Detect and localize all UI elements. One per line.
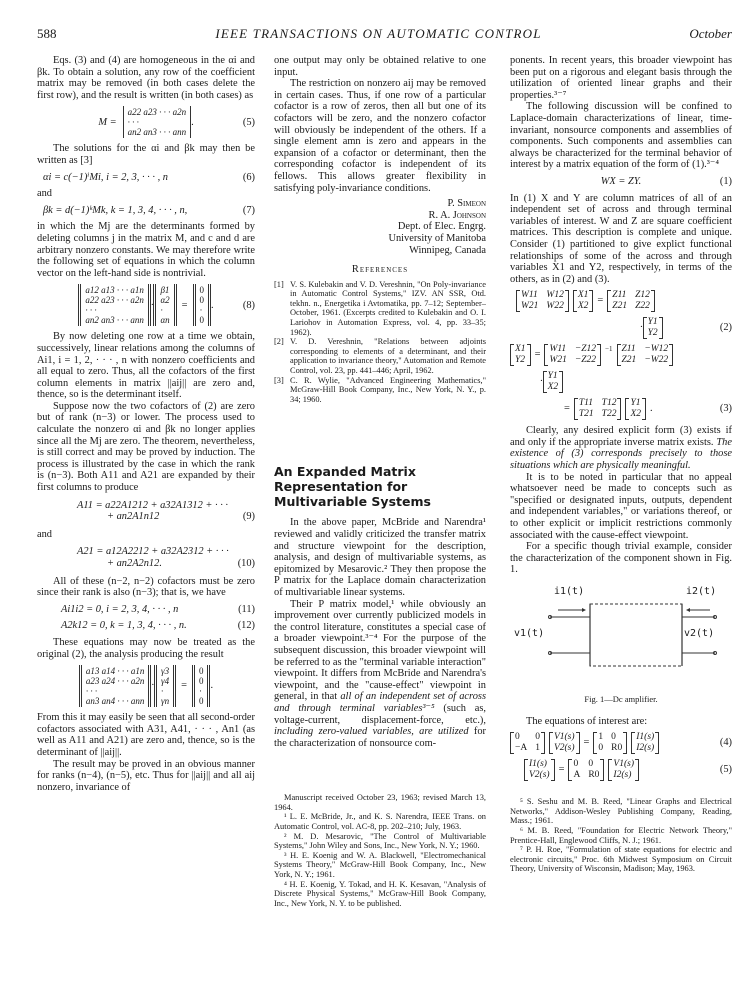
figure-caption: Fig. 1—Dc amplifier. [584, 694, 658, 704]
vec-entry: · [198, 686, 202, 697]
entry: T21 [578, 409, 594, 420]
vector [608, 759, 639, 781]
matrix-row: a12 a13 · · · a1n [85, 285, 144, 296]
entry: A [573, 770, 581, 781]
eq-text: αi = c(−1)ⁱMi, i = 2, 3, · · · , n [43, 171, 168, 183]
entry: 1 [598, 732, 604, 743]
signature-block [274, 198, 486, 256]
references-heading: References [351, 264, 409, 276]
entry: X1 [515, 344, 526, 355]
equation-4: 0 0 −A 1 V1(s) V2(s) = 1 0 0 R0 I1(s) I2(s) (4) [510, 732, 732, 754]
equation-11 [37, 604, 255, 616]
equation-7 [37, 205, 255, 217]
equation-number: (6) [242, 171, 255, 183]
entry: Z21 [612, 301, 628, 312]
entry: V1(s) [613, 759, 634, 770]
entry: I1(s) [529, 759, 547, 770]
affiliation-line: Dept. of Elec. Engrg. [397, 221, 486, 233]
vec-entry: 0 [198, 676, 204, 687]
voltage-label-v2: v2(t) [684, 628, 715, 639]
entry: 0 [573, 759, 579, 770]
entry: W21 [521, 301, 539, 312]
entry: W11 [549, 344, 567, 355]
entry: −W12 [644, 344, 669, 355]
matrix-W [516, 290, 569, 312]
entry: I2(s) [613, 770, 632, 781]
entry: T11 [578, 398, 593, 409]
paragraph: Eqs. (3) and (4) are homogeneous in the αi and βk. To obtain a solution, any row of the coefficient matrix may be removed (in both cases delete the first row), and the result is written (in both cases) as [37, 55, 255, 101]
paragraph: The equations of interest are: [526, 715, 648, 727]
issue-month: October [689, 26, 732, 41]
reference-text: C. R. Wylie, "Advanced Engineering Mathematics," McGraw-Hill Book Company, Inc., New York, N. Y., p. 34; 1960. [290, 375, 486, 404]
vector [154, 665, 176, 707]
equation-number: (5) [242, 116, 255, 128]
entry: 0 [588, 759, 594, 770]
det-row: an2 an3 · · · ann [127, 127, 187, 138]
paragraph: The solutions for the αi and βk may then be written as [3] [37, 143, 255, 166]
vector [524, 759, 555, 781]
entry: −A [515, 743, 528, 754]
italic-run: The existence of (3) corresponds precisely to those situations which are physically meaningful. [510, 436, 732, 472]
paragraph [274, 599, 486, 750]
paragraph: In the above paper, McBride and Narendra¹ reviewed and validly criticized the transfer matrix and structure viewpoint for the description, analysis, and design of multivariable systems, as epitomized by Mesarovic.² They then propose the P matrix for the Laplace domain characterization of multivariable linear systems. [274, 517, 486, 598]
entry: X2 [547, 382, 559, 393]
paragraph: By now deleting one row at a time we obtain, successively, linear relations among the columns of Ai1, i = 1, 2, · · · , n with nonzero coefficients and all equal to zero. Thus, all the cofactors of the first column elements in matrix ||aij|| are zero and, thence, so is the determinant itself. [37, 331, 255, 401]
inverse-exponent: −1 [605, 345, 613, 354]
entry: Z22 [635, 301, 650, 312]
paragraph: In (1) X and Y are column matrices of all of an independent set of across and through terminal variables of interest. W and Z are square coefficient matrices. This description is complete and unique. Consider (1) partitioned to give explict functional relationships of some of the across and through variables X1 and Y2, respectively, in terms of the others, as in (2) and (3). [510, 192, 732, 285]
paragraph: one output may only be obtained relative to one input. [274, 55, 486, 78]
vector [549, 732, 580, 754]
footnote: ² M. D. Mesarovic, "The Control of Multivariable Systems," John Wiley and Sons, Inc., New York, N. Y.; 1960. [274, 831, 486, 851]
affiliation-line: Winnipeg, Canada [409, 244, 486, 256]
reference-item [274, 337, 486, 375]
entry: Y1 [547, 371, 558, 382]
vec-entry: αn [160, 315, 170, 326]
entry: W12 [546, 290, 564, 301]
text-run: (such as, voltage-current, displacement-force, etc.), [274, 702, 486, 726]
author-name: R. A. Johnson [428, 209, 486, 221]
matrix [593, 732, 627, 754]
equation-number: (5) [719, 764, 732, 776]
paragraph: Suppose now the two cofactors of (2) are zero but of rank (n−3) or lower. The process used to calculate the nonzero αi and βk no longer applies since all the Mj are zero. The theorem, nevertheless, is still correct and may be proved by induction. The process is illustrated by the case in which the rank is (n−3). Both A11 and A21 are expanded by their first columns to produce [37, 400, 255, 494]
eq-text: Ai1i2 = 0, i = 2, 3, 4, · · · , n [61, 603, 179, 615]
footnote: ⁷ P. H. Roe, "Formulation of state equations for electric and electronic circuits," Proc. 6th Midwest Symposium on Circuit Theory, University of Wisconsin, Madison; May, 1963. [510, 845, 732, 874]
entry: 0 [598, 743, 604, 754]
entry: Z11 [621, 344, 636, 355]
vec-entry: α2 [160, 295, 170, 306]
matrix-row: · · · [85, 305, 97, 316]
paragraph: From this it may easily be seen that all second-order cofactors associated with A31, A41, · · · , An1 (as well as A11 and A21) are zero and, thence, so is the determinant of ||aij||. [37, 712, 255, 758]
entry: I2(s) [636, 743, 655, 754]
vec-entry: γ3 [161, 666, 170, 677]
determinant [123, 106, 192, 138]
entry: −W22 [644, 355, 669, 366]
entry: Y2 [515, 355, 526, 366]
footnotes [510, 797, 732, 874]
equation-12 [37, 620, 255, 632]
vector [631, 732, 659, 754]
entry: 0 [515, 732, 520, 743]
paragraph: These equations may now be treated as the original (2), the analysis producing the result [37, 636, 255, 660]
paragraph: The result may be proved in an obvious manner for ranks (n−4), (n−5), etc. Thus for ||aij|| and all aij nonzero, invariance of [37, 758, 255, 793]
equation-13: a13 a14 · · · a1n a23 a24 · · · a2n · · · an3 an4 · · · ann · γ3 γ4 · γn = 0 0 · 0 . [37, 665, 255, 707]
eq-line: + an2A2n12. [107, 558, 162, 569]
entry: W11 [521, 290, 538, 301]
eq-lhs: M = [98, 116, 117, 128]
det-row: · · · [127, 117, 139, 128]
vec-entry: · [161, 686, 164, 697]
equation-3-result: = T11 T12 T21 T22 Y1 X2 . (3) [564, 398, 732, 420]
matrix [78, 284, 151, 326]
entry: Y1 [647, 317, 658, 328]
entry: Z12 [635, 290, 650, 301]
eq-line: + an2A1n12 [107, 511, 160, 523]
vec-entry: 0 [199, 285, 205, 296]
equation-3-cont: · Y1 X2 [510, 371, 732, 393]
entry: W22 [546, 301, 564, 312]
entry: 0 [611, 732, 616, 743]
text-run: for the characterization of nonsource com- [274, 726, 486, 749]
paragraph: It is to be noted in particular that no appeal whatsoever need be made to concepts such as "specified or designated inputs, outputs, dependent and independent variables," or variations thereof, or to other explicit or implicit restrictions commonly associated with the cause-effect viewpoint. [510, 471, 732, 541]
entry: X2 [630, 409, 642, 420]
entry: −Z22 [574, 355, 597, 366]
matrix-row: a22 a23 · · · a2n [85, 295, 144, 306]
current-label-i1: i1(t) [554, 586, 585, 597]
vec-entry: γn [161, 696, 170, 707]
paragraph: and [37, 188, 53, 200]
equation-3: X1 Y2 = W11 −Z12 W21 −Z22 $^{-1}$ Z11 −W12 Z21 −W22 [510, 344, 732, 366]
reference-number: [3] [274, 375, 284, 385]
zero-vector [193, 284, 212, 326]
entry: I1(s) [636, 732, 655, 743]
column-3 [510, 55, 732, 874]
vec-entry: · [160, 305, 163, 316]
entry: X1 [577, 290, 589, 301]
reference-item [274, 376, 486, 405]
entry: X2 [577, 301, 589, 312]
vec-entry: 0 [199, 315, 205, 326]
paragraph: in which the Mj are the determinants formed by deleting columns j in the matrix M, and c and d are arbitrary nonzero constants. We may therefore write the following set of equations in which the column vector on the left-hand side is nontrivial. [37, 221, 255, 279]
equation-number: (3) [719, 403, 732, 415]
footnote: ³ H. E. Koenig and W. A. Blackwell, "Electromechanical Systems Theory," McGraw-Hill Book Company, Inc., New York, N. Y.; 1961. [274, 850, 486, 880]
matrix-row: a23 a24 · · · a2n [85, 676, 145, 687]
current-label-i2: i2(t) [686, 586, 717, 597]
amplifier-box [590, 604, 682, 666]
equation-9 [37, 500, 255, 523]
reference-item [274, 280, 486, 338]
entry: V2(s) [553, 743, 575, 754]
equation-10 [37, 546, 255, 569]
vector-lhs [510, 344, 531, 366]
entry: T12 [601, 398, 617, 409]
entry: 0 [535, 732, 540, 743]
matrix-Z [607, 290, 655, 312]
italic-run: including zero-valued variables, are utilized [274, 726, 469, 738]
entry: Y1 [630, 398, 641, 409]
entry: V2(s) [529, 770, 550, 781]
column-2 [274, 55, 486, 908]
vector-v [543, 371, 564, 393]
column-1 [37, 55, 255, 793]
vec-entry: β1 [160, 285, 170, 296]
matrix-row: an3 an4 · · · ann [85, 696, 145, 707]
equation-number: (10) [237, 558, 255, 569]
reference-list [274, 280, 486, 405]
zero-vector [192, 665, 211, 707]
vec-entry: · [199, 305, 203, 316]
eq-text: WX = ZY. [600, 175, 642, 187]
running-header [37, 26, 732, 42]
matrix [568, 759, 604, 781]
matrix-row: · · · [85, 686, 98, 697]
equation-number: (12) [237, 620, 255, 632]
paragraph: The following discussion will be confined to Laplace-domain characterizations of linear, time-invariant, nonsource components and assemblies of components. Such components and assemblies can always be characterized for the terminal behavior of interest by a matrix equation of the form of (1).³⁻⁴ [510, 101, 732, 171]
voltage-label-v1: v1(t) [514, 628, 545, 639]
vector [153, 284, 176, 326]
text-run: Clearly, any desired explicit form (3) exists if and only if the appropriate inverse matrix exists. [510, 425, 732, 448]
matrix-row: a13 a14 · · · a1n [85, 666, 145, 677]
paragraph [510, 425, 732, 471]
equation-number: (9) [242, 511, 255, 523]
entry: R0 [588, 770, 600, 781]
vec-entry: 0 [198, 666, 204, 677]
entry: 1 [535, 743, 540, 754]
author-name: P. Simeon [447, 198, 486, 210]
footnotes [274, 793, 486, 908]
text-run: Their P matrix model,¹ while obviously an improvement over currently publicized models in the control literature, constitutes a special case of a broader viewpoint.³⁻⁴ For the purpose of the subsequent discussion, this broader viewpoint will be referred to as the "terminal variable interaction" viewpoint. It differs from McBride and Narendra's viewpoint, and the "cause-effect" viewpoint in general, in that [274, 598, 486, 703]
entry: Z21 [621, 355, 637, 366]
footnote: Manuscript received October 23, 1963; revised March 13, 1964. [274, 793, 486, 812]
entry: V1(s) [553, 732, 575, 743]
entry: R0 [611, 743, 623, 754]
vec-entry: 0 [199, 295, 205, 306]
equation-2: W11 W12 W21 W22 X1 X2 = Z11 Z12 Z21 Z22 [510, 290, 732, 312]
page-number: 588 [37, 26, 57, 41]
reference-text: V. S. Kulebakin and V. D. Vereshnin, "On Poly-invariance in Automatic Control Systems," IZV. AN SSR, Otd. tekhn. n., Energetika i Avtomatika, pp. 7–12; September–October, 1961. (Excerpts credited to Kulebakin and O. I. Lariohov in Automation Express, vol. 4, pp. 33–35; 1962). [290, 279, 486, 337]
entry: Z11 [612, 290, 627, 301]
footnote: ¹ L. E. McBride, Jr., and K. S. Narendra, IEEE Trans. on Automatic Control, vol. AC-8, pp. 202–210; July, 1963. [274, 812, 486, 832]
eq-text: βk = d(−1)ᵏMk, k = 1, 3, 4, · · · , n, [43, 204, 188, 216]
footnote: ⁴ H. E. Koenig, Y. Tokad, and H. K. Kesavan, "Analysis of Discrete Physical Systems," McGraw-Hill Book Company, Inc., New York, N. Y. to be published. [274, 879, 486, 908]
paragraph: The restriction on nonzero aij may be removed in certain cases. Thus, if one row of a particular cofactor is a row of zeros, then all but one of its cofactors will be zero, and the nonzero cofactor will obviously be independent of the others. If a single element amn is zero and appears in the expansion of a cofactor or determinant, then the corresponding cofactor is independent of its fellows. This allows greater flexibility in satisfying poly-invariance conditions. [274, 78, 486, 194]
equation-number: (8) [242, 299, 255, 311]
vec-entry: γ4 [161, 676, 170, 687]
journal-title: IEEE TRANSACTIONS ON AUTOMATIC CONTROL [215, 26, 542, 41]
matrix-A [544, 344, 601, 366]
equation-number: (7) [242, 204, 255, 216]
eq-text: A2k12 = 0, k = 1, 3, 4, · · · , n. [61, 620, 187, 632]
entry: T22 [601, 409, 617, 420]
equation-number: (2) [719, 322, 732, 334]
footnote: ⁵ S. Seshu and M. B. Reed, "Linear Graphs and Electrical Networks," Addison-Wesley Publishing Company, Reading, Mass.; 1961. [510, 797, 732, 826]
paragraph: For a specific though trivial example, consider the characterization of the component shown in Fig. 1. [510, 541, 732, 576]
figure-1 [510, 580, 732, 692]
equation-number: (4) [719, 737, 732, 749]
equation-8: a12 a13 · · · a1n a22 a23 · · · a2n · · · an2 an3 · · · ann · β1 α2 · αn = 0 0 · 0 . (8) [37, 284, 255, 326]
reference-number: [2] [274, 337, 284, 347]
affiliation-line: University of Manitoba [388, 232, 486, 244]
equation-number: (1) [719, 175, 732, 187]
det-row: a22 a23 · · · a2n [127, 107, 187, 118]
entry: −Z12 [574, 344, 597, 355]
paragraph: ponents. In recent years, this broader viewpoint has been put on a rigorous and elegant basis through the utilization of oriented linear graphs and their properties.³⁻⁷ [510, 55, 732, 101]
entry: Y2 [647, 328, 658, 339]
equation-2-cont: · Y1 Y2 (2) [640, 317, 732, 339]
eq-line: A21 = a12A2212 + a32A2312 + · · · [77, 546, 229, 558]
vector-X [573, 290, 594, 312]
vector-Y [643, 317, 663, 339]
matrix-T [574, 398, 622, 420]
equation-5b: I1(s) V2(s) = 0 0 A R0 V1(s) I2(s) (5) [510, 759, 732, 781]
equation-6 [37, 172, 255, 184]
equation-number: (11) [238, 603, 255, 615]
matrix-B [617, 344, 674, 366]
reference-number: [1] [274, 279, 284, 289]
equation-1 [510, 176, 732, 188]
vector-v2 [625, 398, 646, 420]
reference-text: V. D. Vereshnin, "Relations between adjoints corresponding to elements of a determinant, and their application to invariance theory," Automation and Remote Control, vol. 23, pp. 441–446; April, 1962. [290, 337, 486, 376]
matrix-row: an2 an3 · · · ann [85, 315, 144, 326]
article-title: An Expanded Matrix Representation for Multivariable Systems [274, 464, 431, 510]
matrix [510, 732, 545, 754]
equation-5: M = a22 a23 · · · a2n · · · an2 an3 · · · ann . (5) [98, 107, 255, 138]
vec-entry: 0 [198, 696, 204, 707]
footnote: ⁶ M. B. Reed, "Foundation for Electric Network Theory," Prentice-Hall, Englewood Cliffs, N. J.; 1961. [510, 825, 732, 845]
paragraph: All of these (n−2, n−2) cofactors must be zero since their rank is also (n−3); that is, we have [37, 575, 255, 599]
matrix [79, 665, 152, 707]
eq-line: A11 = a22A1212 + a32A1312 + · · · [77, 499, 229, 511]
italic-run: all of an independent set of across and through terminal variables³⁻⁵ [274, 691, 486, 714]
entry: W21 [549, 355, 567, 366]
paragraph: and [37, 528, 53, 540]
